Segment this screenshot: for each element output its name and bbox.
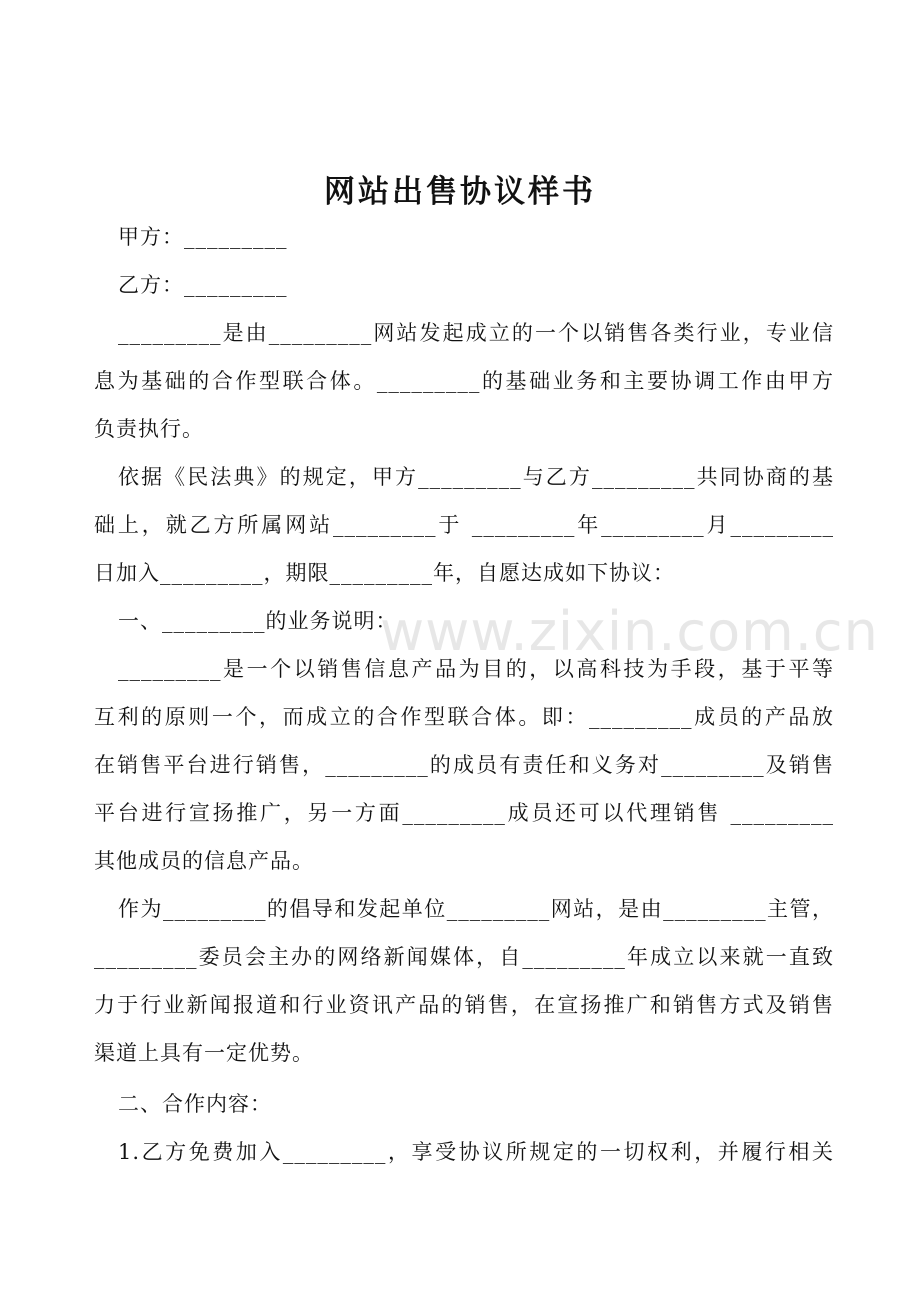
document-title: 网站出售协议样书: [324, 174, 596, 210]
watermark: www.zixin.com.cn: [380, 600, 879, 663]
paragraph-line: 负责执行。: [94, 417, 204, 441]
party-b-line: 乙方：_________: [118, 273, 288, 297]
paragraph-line: _________是一个以销售信息产品为目的，以高科技为手段，基于平等: [118, 657, 834, 681]
paragraph-line: 1.乙方免费加入_________，享受协议所规定的一切权利，并履行相关: [118, 1140, 834, 1164]
section-heading: 二、合作内容：: [118, 1092, 272, 1116]
paragraph-line: 息为基础的合作型联合体。_________的基础业务和主要协调工作由甲方: [94, 369, 834, 393]
party-a-line: 甲方：_________: [118, 225, 288, 249]
paragraph-line: 平台进行宣扬推广，另一方面_________成员还可以代理销售 _________: [94, 801, 834, 825]
paragraph-line: 在销售平台进行销售，_________的成员有责任和义务对_________及销售: [94, 753, 834, 777]
section-heading: 一、_________的业务说明：: [118, 609, 398, 633]
paragraph-line: 渠道上具有一定优势。: [94, 1041, 314, 1065]
paragraph-line: 力于行业新闻报道和行业资讯产品的销售，在宣扬推广和销售方式及销售: [94, 993, 834, 1017]
paragraph-line: 互利的原则一个，而成立的合作型联合体。即：_________成员的产品放: [94, 705, 834, 729]
paragraph-line: _________是由_________网站发起成立的一个以销售各类行业，专业信: [118, 321, 834, 345]
paragraph-line: 其他成员的信息产品。: [94, 849, 314, 873]
paragraph-line: _________委员会主办的网络新闻媒体，自_________年成立以来就一直致: [94, 945, 834, 969]
paragraph-line: 日加入_________，期限_________年，自愿达成如下协议：: [94, 561, 675, 585]
paragraph-line: 础上，就乙方所属网站_________于 _________年_________月_________: [94, 513, 834, 537]
paragraph-line: 作为_________的倡导和发起单位_________网站，是由_________主管，: [118, 897, 834, 921]
paragraph-line: 依据《民法典》的规定，甲方_________与乙方_________共同协商的基: [118, 465, 834, 489]
